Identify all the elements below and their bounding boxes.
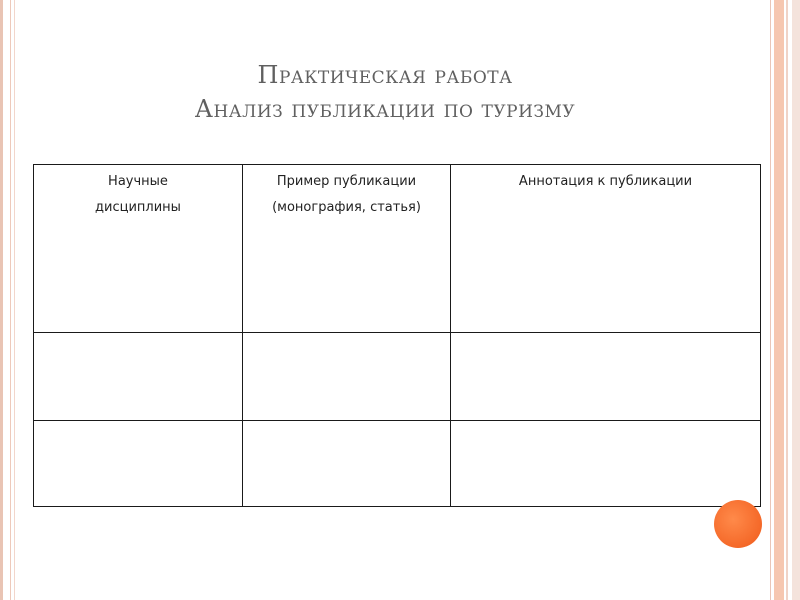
slide-title-line-1: Практическая работа bbox=[257, 61, 513, 89]
slide-title-line-2: Анализ публикации по туризму bbox=[194, 95, 576, 123]
header-disciplines-line-1: Научные bbox=[108, 174, 168, 189]
table-row bbox=[34, 420, 761, 506]
table-cell[interactable] bbox=[451, 333, 761, 420]
right-decor-line bbox=[786, 0, 788, 600]
table-header-cell-annotation bbox=[451, 165, 761, 333]
slide-title bbox=[90, 58, 680, 126]
header-publication-line-1: Пример публикации bbox=[276, 174, 417, 189]
table-cell[interactable] bbox=[451, 420, 761, 506]
header-publication-line-2: (монография, статья) bbox=[272, 200, 421, 215]
header-annotation-label bbox=[451, 165, 760, 195]
table-header-cell-disciplines bbox=[34, 165, 243, 333]
table-cell[interactable] bbox=[34, 333, 243, 420]
header-disciplines-label bbox=[34, 165, 242, 221]
right-decor-line bbox=[770, 0, 771, 600]
left-decor-line bbox=[10, 0, 11, 600]
left-decor-line bbox=[14, 0, 15, 600]
table-header-row bbox=[34, 165, 761, 333]
header-disciplines-line-2: дисциплины bbox=[95, 200, 181, 215]
left-decor-stripe bbox=[0, 0, 3, 600]
right-decor-stripe bbox=[792, 0, 800, 600]
right-decor-stripe bbox=[774, 0, 784, 600]
table-header-cell-publication bbox=[243, 165, 451, 333]
table-row bbox=[34, 333, 761, 420]
header-annotation-line-1: Аннотация к публикации bbox=[518, 174, 693, 189]
table-cell[interactable] bbox=[34, 420, 243, 506]
table-cell[interactable] bbox=[243, 333, 451, 420]
analysis-table bbox=[33, 164, 761, 507]
table-cell[interactable] bbox=[243, 420, 451, 506]
accent-circle bbox=[714, 500, 762, 548]
header-publication-label bbox=[243, 165, 450, 221]
